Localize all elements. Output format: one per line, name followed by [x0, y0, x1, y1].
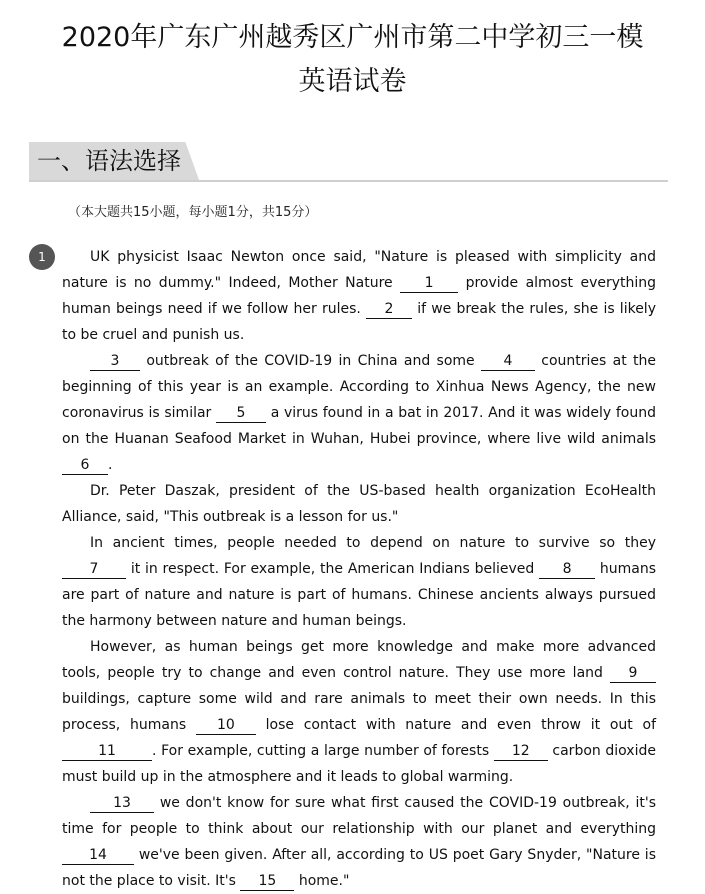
- section-note: （本大题共15小题，每小题1分，共15分）: [68, 205, 318, 220]
- paragraph-4: [62, 530, 656, 634]
- text: humans are part of nature and nature is part of humans. Chinese ancients always pursued the harmony between nature and human beings.: [62, 561, 657, 629]
- passage: [62, 244, 656, 894]
- text: we've been given. After all, according to US poet Gary Snyder, "Nature is not the place to visit. It's: [62, 847, 656, 889]
- blank-7: 7: [62, 560, 126, 579]
- text: lose contact with nature and even throw it out of: [265, 717, 656, 733]
- blank-8: 8: [539, 560, 595, 579]
- blank-12: 12: [494, 742, 548, 761]
- page-title: 2020年广东广州越秀区广州市第二中学初三一模: [61, 22, 644, 53]
- blank-2: 2: [366, 300, 412, 319]
- text: it in respect. For example, the American Indians believed: [130, 561, 535, 577]
- paragraph-2: [62, 348, 656, 478]
- blank-1: 1: [400, 274, 458, 293]
- text: . For example, cutting a large number of forests: [152, 743, 490, 759]
- blank-6: 6: [62, 456, 108, 475]
- paragraph-1: [62, 244, 656, 348]
- text: a virus found in a bat in 2017. And it was widely found on the Huanan Seafood Market in Wuhan, Hubei province, where live wild animals: [62, 405, 656, 447]
- text: if we break the rules, she is likely to be cruel and punish us.: [62, 301, 656, 343]
- text: provide almost everything human beings need if we follow her rules.: [62, 275, 657, 317]
- page-subtitle: 英语试卷: [298, 66, 407, 97]
- blank-9: 9: [610, 664, 656, 683]
- blank-15: 15: [240, 872, 294, 891]
- text: home.": [298, 873, 350, 889]
- text: we don't know for sure what first caused the COVID-19 outbreak, it's time for people to think about our relationship with our planet and everything: [62, 795, 656, 837]
- text: carbon dioxide must build up in the atmosphere and it leads to global warming.: [62, 743, 656, 785]
- text: buildings, capture some wild and rare animals to meet their own needs. In this process, humans: [62, 691, 656, 733]
- blank-11: 11: [62, 742, 152, 761]
- blank-13: 13: [90, 794, 154, 813]
- text: .: [108, 457, 113, 473]
- text: countries at the beginning of this year is an example. According to Xinhua News Agency, the new coronavirus is similar: [62, 353, 656, 421]
- paragraph-5: [62, 634, 656, 790]
- text: outbreak of the COVID-19 in China and some: [146, 353, 475, 369]
- section-heading: 一、语法选择: [37, 147, 181, 175]
- section-header: [29, 142, 668, 182]
- text: However, as human beings get more knowledge and make more advanced tools, people try to change and even control nature. They use more land: [62, 639, 656, 681]
- blank-14: 14: [62, 846, 134, 865]
- blank-4: 4: [481, 352, 535, 371]
- blank-3: 3: [90, 352, 140, 371]
- blank-5: 5: [216, 404, 266, 423]
- blank-10: 10: [196, 716, 256, 735]
- text: UK physicist Isaac Newton once said, "Nature is pleased with simplicity and nature is no dummy." Indeed, Mother Nature: [62, 249, 656, 291]
- paragraph-3: [62, 478, 656, 530]
- paragraph-6: [62, 790, 656, 894]
- question-number-badge: 1: [29, 244, 55, 270]
- text: In ancient times, people needed to depend on nature to survive so they: [90, 535, 656, 551]
- text: Dr. Peter Daszak, president of the US-based health organization EcoHealth Alliance, said, "This outbreak is a lesson for us.": [62, 483, 656, 525]
